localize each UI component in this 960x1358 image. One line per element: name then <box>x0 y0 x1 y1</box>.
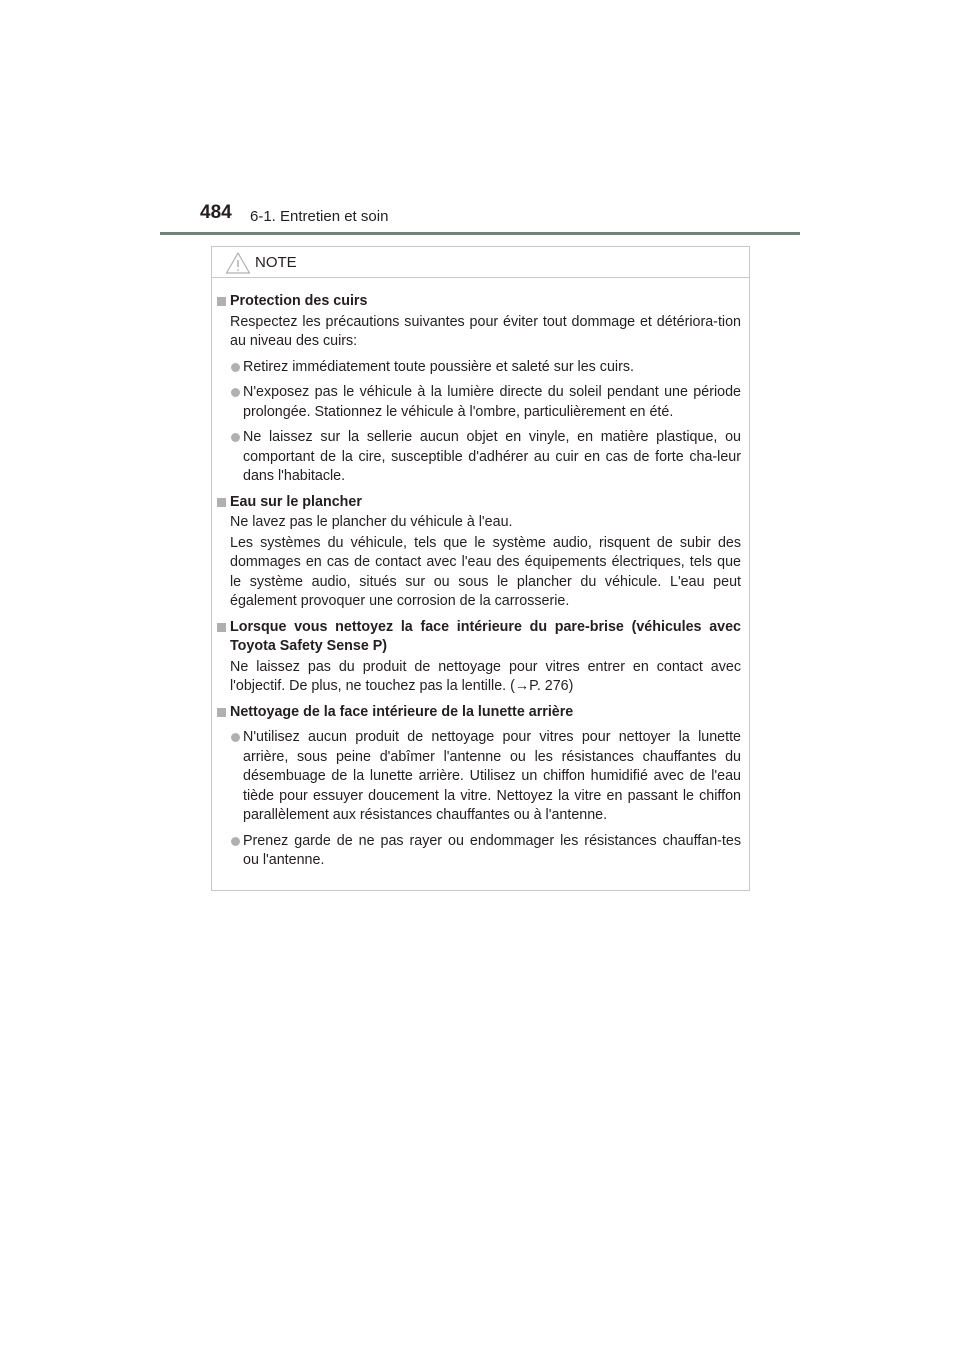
section-water <box>216 493 741 612</box>
list-item <box>216 383 741 422</box>
warning-triangle-icon <box>225 251 251 275</box>
heading-text: Nettoyage de la face intérieure de la lunette arrière <box>230 703 574 720</box>
list-item-text: N'exposez pas le véhicule à la lumière directe du soleil pendant une période prolongée. Stationnez le véhicule à l'ombre, particulièrement en été. <box>243 384 741 420</box>
section-heading <box>216 618 741 657</box>
page-number: 484 <box>200 202 232 223</box>
note-label: NOTE <box>255 254 297 271</box>
list-item <box>216 728 741 826</box>
heading-text: Protection des cuirs <box>230 293 368 309</box>
square-bullet-icon <box>217 623 226 632</box>
round-bullet-icon <box>231 388 240 397</box>
section-leather <box>216 292 741 487</box>
section-heading <box>216 703 741 723</box>
section-paragraph: Ne laissez pas du produit de nettoyage pour vitres entrer en contact avec l'objectif. De plus, ne touchez pas la lentille. (→P. 276) <box>230 658 741 694</box>
note-content <box>212 278 749 871</box>
square-bullet-icon <box>217 297 226 306</box>
heading-text: Lorsque vous nettoyez la face intérieure du pare-brise (véhicules avec Toyota Safety Sense P) <box>230 618 741 654</box>
list-item-text: N'utilisez aucun produit de nettoyage pour vitres pour nettoyer la lunette arrière, sous peine d'abîmer l'antenne ou les résistances chauffantes du désembuage de la lunette arrière. Utilisez un chiffon humidifié avec de l'eau tiède pour essuyer doucement la vitre. Nettoyez la vitre en passant le chiffon parallèlement aux résistances chauffantes ou à l'antenne. <box>243 729 741 823</box>
square-bullet-icon <box>217 498 226 507</box>
square-bullet-icon <box>217 708 226 717</box>
round-bullet-icon <box>231 433 240 442</box>
section-rear-window <box>216 703 741 871</box>
section-paragraph: Les systèmes du véhicule, tels que le système audio, risquent de subir des dommages en cas de contact avec l'eau des équipements électriques, tels que le système audio, situés sur ou sous le plancher du véhicule. L'eau peut également provoquer une corrosion de la carrosserie. <box>230 534 741 609</box>
header-rule <box>160 232 800 235</box>
round-bullet-icon <box>231 363 240 372</box>
heading-text: Eau sur le plancher <box>230 493 362 510</box>
section-paragraph: Ne lavez pas le plancher du véhicule à l'eau. <box>230 514 513 530</box>
list-item <box>216 832 741 871</box>
list-item-text: Prenez garde de ne pas rayer ou endommager les résistances chauffan-tes ou l'antenne. <box>243 832 741 868</box>
note-header <box>212 247 749 278</box>
note-box <box>211 246 750 891</box>
section-windshield <box>216 618 741 697</box>
round-bullet-icon <box>231 837 240 846</box>
list-item <box>216 428 741 487</box>
section-title: 6-1. Entretien et soin <box>250 208 389 225</box>
list-item-text: Retirez immédiatement toute poussière et saleté sur les cuirs. <box>243 358 634 375</box>
list-item <box>216 358 741 378</box>
list-item-text: Ne laissez sur la sellerie aucun objet en vinyle, en matière plastique, ou comportant de la cire, susceptible d'adhérer au cuir en cas de forte cha-leur dans l'habitacle. <box>243 429 741 484</box>
section-paragraph: Respectez les précautions suivantes pour éviter tout dommage et détériora-tion au niveau des cuirs: <box>230 313 741 349</box>
section-heading <box>216 292 741 312</box>
section-heading <box>216 493 741 513</box>
round-bullet-icon <box>231 733 240 742</box>
